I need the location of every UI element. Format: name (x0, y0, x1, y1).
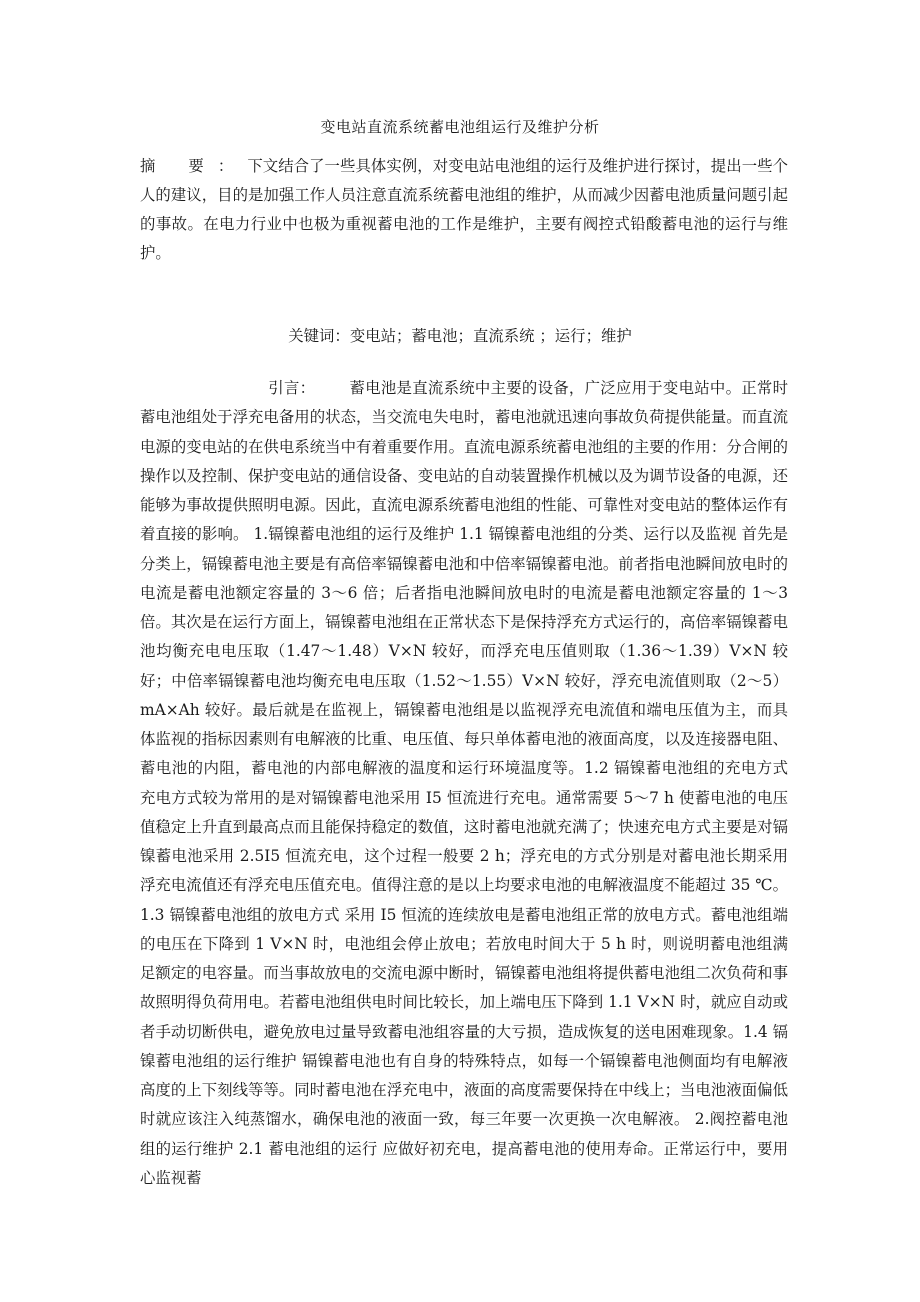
body-paragraph (140, 374, 788, 1193)
abstract-text: 下文结合了一些具体实例，对变电站电池组的运行及维护进行探讨，提出一些个人的建议，目的是加强工作人员注意直流系统蓄电池组的维护，从而减少因蓄电池质量问题引起的事故。在电力行业中也极为重视蓄电池的工作是维护，主要有阀控式铅酸蓄电池的运行与维护。 (140, 157, 788, 262)
keywords-line: 关键词：变电站；蓄电池；直流系统 ；运行；维护 (288, 327, 632, 345)
abstract-paragraph (140, 152, 788, 268)
abstract-label: 摘 要： (140, 157, 248, 175)
body-text: 蓄电池是直流系统中主要的设备，广泛应用于变电站中。正常时蓄电池组处于浮充电备用的状态，当交流电失电时，蓄电池就迅速向事故负荷提供能量。而直流电源的变电站的在供电系统当中有着重要作用。直流电源系统蓄电池组的主要的作用：分合闸的操作以及控制、保护变电站的通信设备、变电站的自动装置操作机械以及为调节设备的电源，还能够为事故提供照明电源。因此，直流电源系统蓄电池组的性能、可靠性对变电站的整体运作有着直接的影响。 1.镉镍蓄电池组的运行及维护 1.1 镉镍蓄电池组的分类、运行以及监视 首先是分类上，镉镍蓄电池主要是有高倍率镉镍蓄电池和中倍率镉镍蓄电池。前者指电池瞬间放电时的电流是蓄电池额定容量的 3～6 倍；后者指电池瞬间放电时的电流是蓄电池额定容量的 1～3 倍。其次是在运行方面上，镉镍蓄电池组在正常状态下是保持浮充方式运行的，高倍率镉镍蓄电池均衡充电电压取（1.47～1.48）V×N 较好，而浮充电压值则取（1.36～1.39）V×N 较好；中倍率镉镍蓄电池均衡充电电压取（1.52～1.55）V×N 较好，浮充电流值则取（2～5）mA×Ah 较好。最后就是在监视上，镉镍蓄电池组是以监视浮充电流值和端电压值为主，而具体监视的指标因素则有电解液的比重、电压值、每只单体蓄电池的液面高度，以及连接器电阻、蓄电池的内阻，蓄电池的内部电解液的温度和运行环境温度等。1.2 镉镍蓄电池组的充电方式 充电方式较为常用的是对镉镍蓄电池采用 I5 恒流进行充电。通常需要 5～7 h 使蓄电池的电压值稳定上升直到最高点而且能保持稳定的数值，这时蓄电池就充满了；快速充电方式主要是对镉镍蓄电池采用 2.5I5 恒流充电，这个过程一般要 2 h；浮充电的方式分别是对蓄电池长期采用浮充电流值还有浮充电压值充电。值得注意的是以上均要求电池的电解液温度不能超过 35 ℃。 1.3 镉镍蓄电池组的放电方式 采用 I5 恒流的连续放电是蓄电池组正常的放电方式。蓄电池组端的电压在下降到 1 V×N 时，电池组会停止放电；若放电时间大于 5 h 时，则说明蓄电池组满足额定的电容量。而当事故放电的交流电源中断时，镉镍蓄电池组将提供蓄电池组二次负荷和事故照明得负荷用电。若蓄电池组供电时间比较长，加上端电压下降到 1.1 V×N 时，就应自动或者手动切断供电，避免放电过量导致蓄电池组容量的大亏损，造成恢复的送电困难现象。1.4 镉镍蓄电池组的运行维护 镉镍蓄电池也有自身的特殊特点，如每一个镉镍蓄电池侧面均有电解液高度的上下刻线等等。同时蓄电池在浮充电中，液面的高度需要保持在中线上；当电池液面偏低时就应该注入纯蒸馏水，确保电池的液面一致，每三年要一次更换一次电解液。 2.阀控蓄电池组的运行维护 2.1 蓄电池组的运行 应做好初充电，提高蓄电池的使用寿命。正常运行中，要用心监视蓄 (140, 379, 788, 1187)
document-title: 变电站直流系统蓄电池组运行及维护分析 (320, 118, 600, 136)
intro-label: 引言： (268, 379, 316, 397)
